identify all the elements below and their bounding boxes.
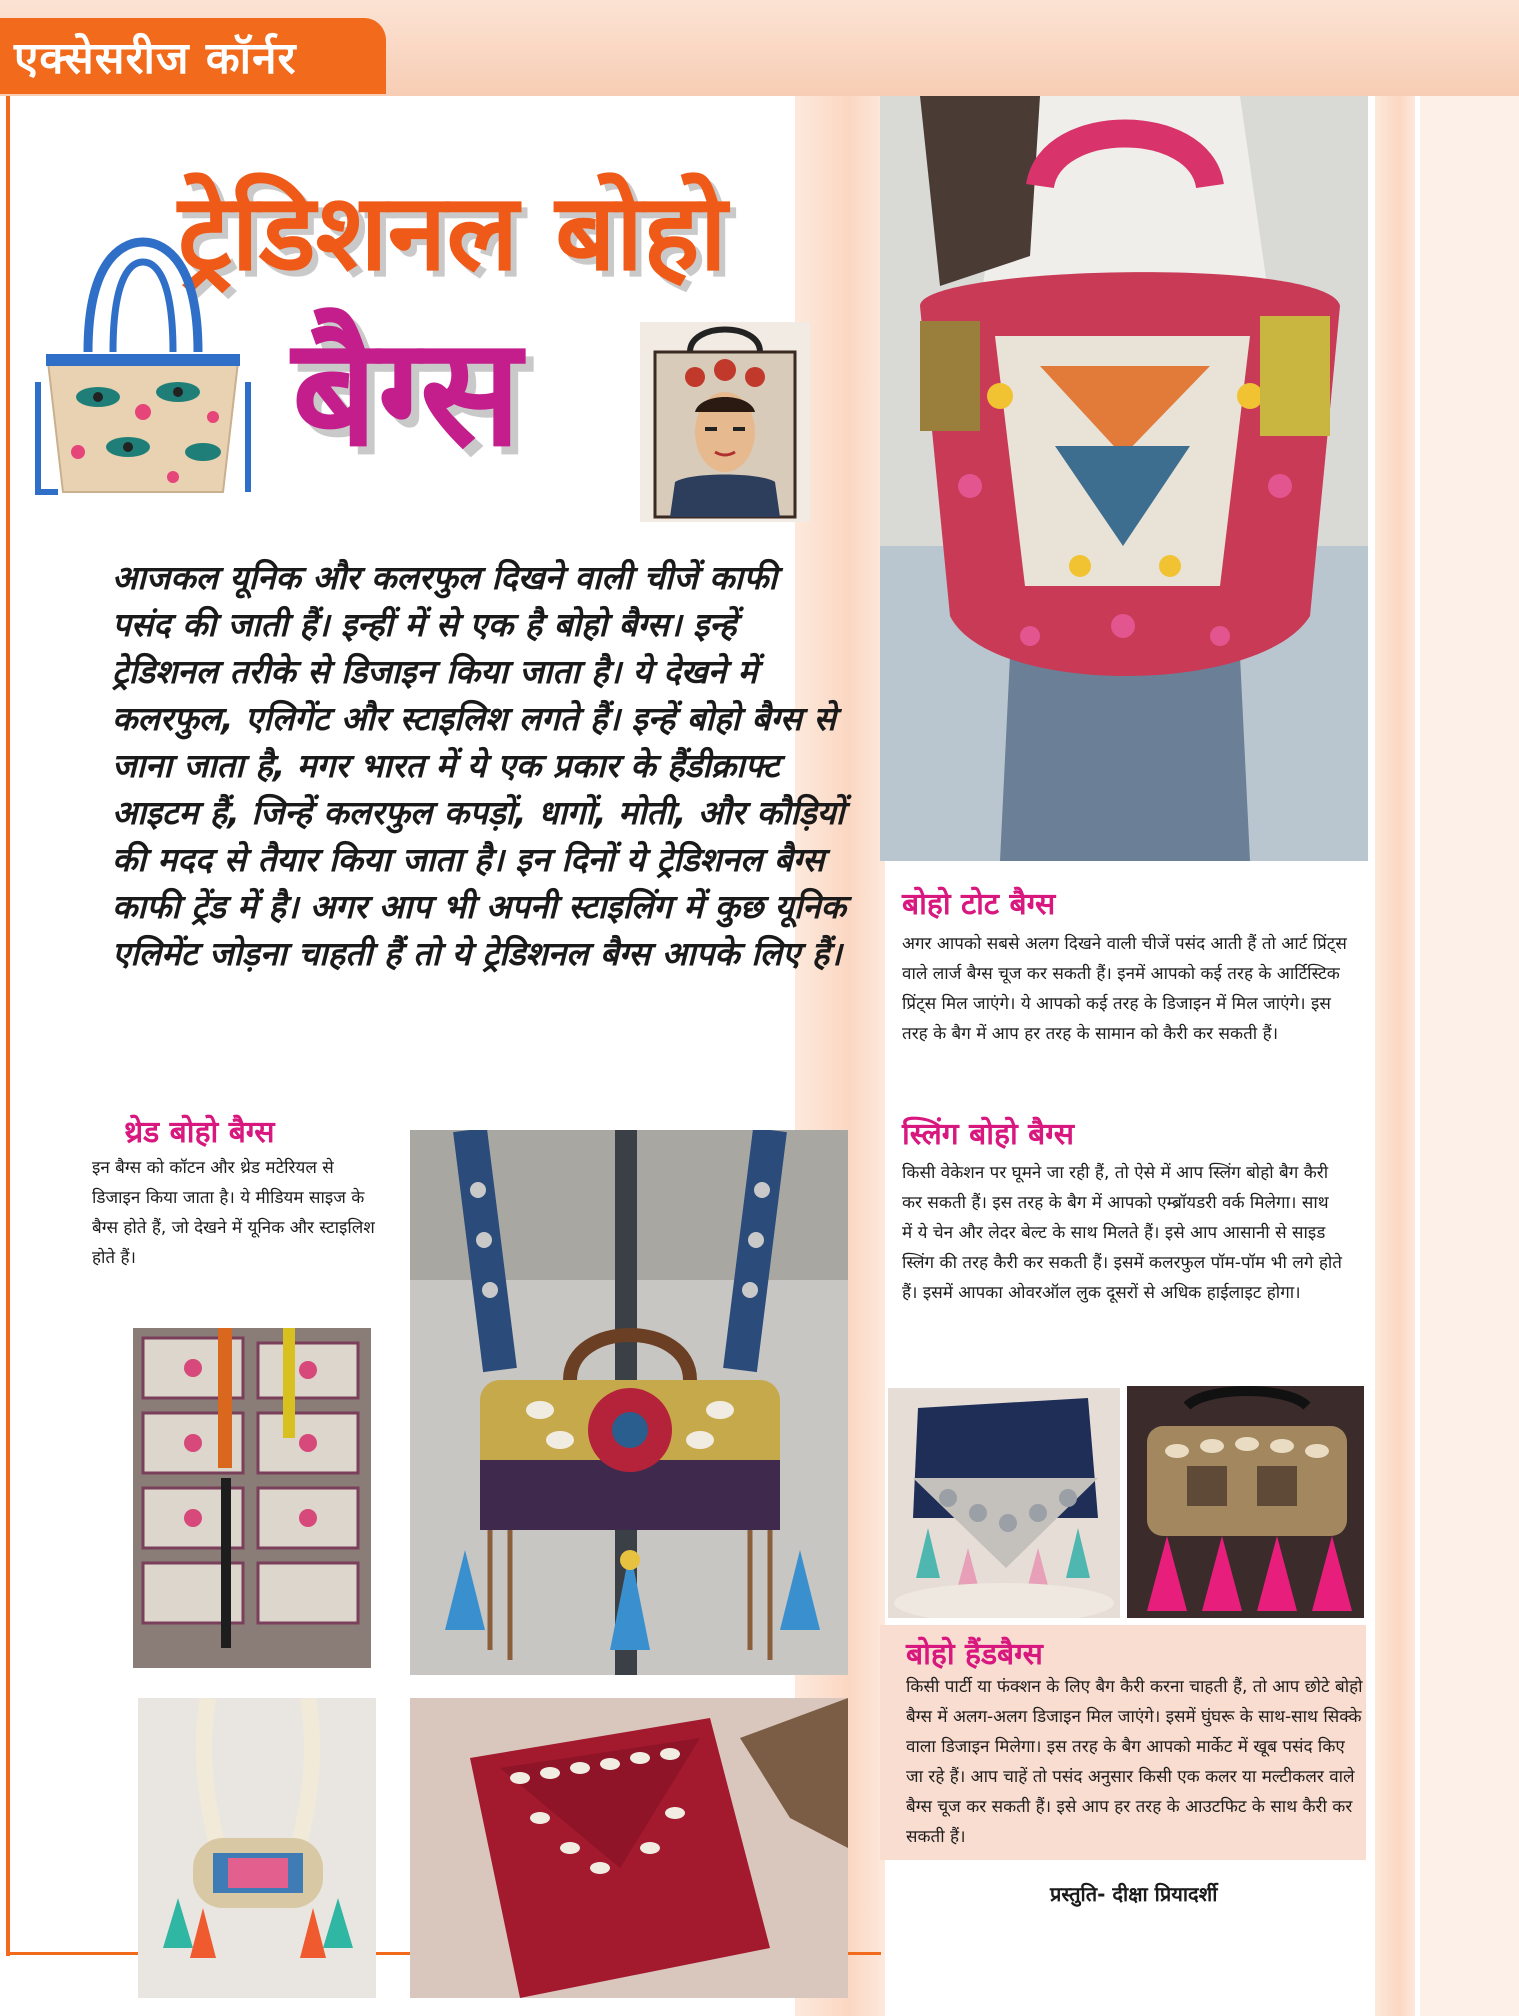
sling-text: किसी वेकेशन पर घूमने जा रही हैं, तो ऐसे में आप स्लिंग बोहो बैग कैरी कर सकती हैं। इस तरह के बैग में आपको एम्ब्रॉयडरी वर्क मिलेगा। साथ में ये चेन और लेदर बेल्ट के साथ मिलते हैं। इसे आप आसानी से साइड स्लिंग की तरह कैरी कर सकती हैं। इसमें कलरफुल पॉम-पॉम भी लगे होते हैं। इसमें आपका ओवरऑल लुक दूसरों से अधिक हाईलाइट होगा।	[902, 1163, 1342, 1303]
tote-section	[880, 860, 1370, 1049]
sling-heading: स्लिंग बोहो बैग्स	[902, 1117, 1074, 1152]
photo-portrait-print-bag	[640, 322, 810, 522]
page-title-line2: बैग्स	[292, 306, 522, 480]
thread-text: इन बैग्स को कॉटन और थ्रेड मटेरियल से डिजाइन किया जाता है। ये मीडियम साइज के बैग्स होते हैं, जो देखने में यूनिक और स्टाइलिश होते हैं।	[92, 1158, 375, 1268]
tote-text: अगर आपको सबसे अलग दिखने वाली चीजें पसंद आती हैं तो आर्ट प्रिंट्स वाले लार्ज बैग्स चूज कर सकती हैं। इनमें आपको कई तरह के आर्टिस्टिक प्रिंट्स मिल जाएंगे। ये आपको कई तरह के डिजाइन में मिल जाएंगे। इस तरह के बैग में आप हर तरह के सामान को कैरी कर सकती हैं।	[902, 934, 1347, 1044]
photo-pink-tassel-handbag	[1127, 1386, 1364, 1618]
photo-embroidered-shoulder-tote	[880, 96, 1368, 861]
photo-stacked-thread-bags	[133, 1328, 371, 1668]
background-stripe	[1375, 96, 1415, 2016]
left-rule	[6, 96, 10, 1956]
handbag-heading: बोहो हैंडबैग्स	[906, 1637, 1043, 1672]
photo-coin-handbag	[888, 1388, 1120, 1618]
photo-eye-print-tote	[18, 232, 268, 507]
section-label: एक्सेसरीज कॉर्नर	[14, 33, 297, 84]
tote-heading: बोहो टोट बैग्स	[902, 887, 1056, 922]
photo-cylinder-thread-bag	[138, 1698, 376, 1998]
handbag-text: किसी पार्टी या फंक्शन के लिए बैग कैरी करना चाहती हैं, तो आप छोटे बोहो बैग्स में अलग-अलग डिजाइन मिल जाएंगे। इसमें घुंघरू के साथ-साथ सिक्के वाला डिजाइन मिलेगा। इस तरह के बैग आपको मार्केट में खूब पसंद किए जा रहे हैं। आप चाहें तो पसंद अनुसार किसी एक कलर या मल्टीकलर वाले बैग्स चूज कर सकती हैं। इसे आप हर तरह के आउटफिट के साथ कैरी कर सकती हैं।	[906, 1677, 1363, 1847]
intro-text: आजकल यूनिक और कलरफुल दिखने वाली चीजें काफी पसंद की जाती हैं। इन्हीं में से एक है बोहो बैग्स। इन्हें ट्रेडिशनल तरीके से डिजाइन किया जाता है। ये देखने में कलरफुल, एलिगेंट और स्टाइलिश लगते हैं। इन्हें बोहो बैग्स से जाना जाता है, मगर भारत में ये एक प्रकार के हैंडीक्राफ्ट आइटम हैं, जिन्हें कलरफुल कपड़ों, धागों, मोती, और कौड़ियों की मदद से तैयार किया जाता है। इन दिनों ये ट्रेडिशनल बैग्स काफी ट्रेंड में है। अगर आप भी अपनी स्टाइलिंग में कुछ यूनिक एलिमेंट जोड़ना चाहती हैं तो ये ट्रेडिशनल बैग्स आपके लिए हैं।	[112, 558, 846, 973]
photo-sling-bag-tassels	[410, 1130, 848, 1675]
thread-heading: थ्रेड बोहो बैग्स	[124, 1115, 275, 1150]
page-title-line1: ट्रेडिशनल बोहो	[178, 171, 727, 294]
background-stripe	[1420, 96, 1519, 2016]
photo-red-cowrie-clutch	[410, 1698, 848, 1998]
author-credit: प्रस्तुति- दीक्षा प्रियादर्शी	[1050, 1882, 1218, 1906]
intro-paragraph	[112, 554, 847, 977]
